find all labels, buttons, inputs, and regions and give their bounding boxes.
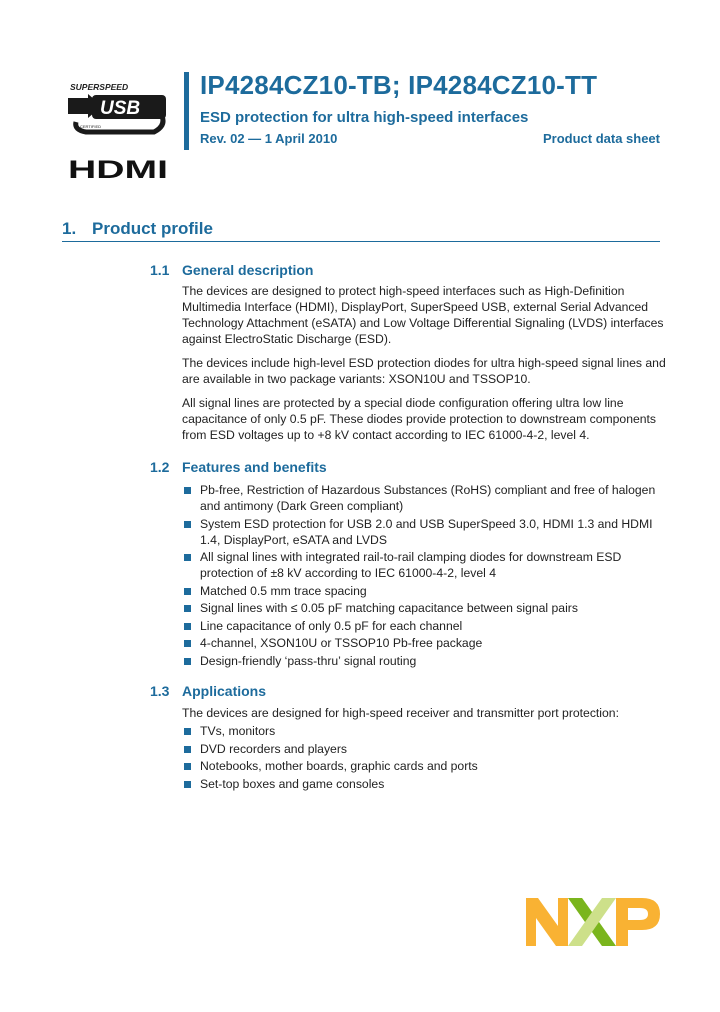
section-number: 1. (62, 219, 77, 238)
bullet-square-icon (184, 554, 191, 561)
list-item: Matched 0.5 mm trace spacing (182, 583, 672, 599)
subsection-title: General description (182, 262, 314, 278)
subsection-title: Applications (182, 683, 267, 699)
bullet-square-icon (184, 728, 191, 735)
list-item: Signal lines with ≤ 0.05 pF matching capacitance between signal pairs (182, 600, 672, 616)
document-title: IP4284CZ10-TB; IP4284CZ10-TT (200, 70, 598, 100)
paragraph: All signal lines are protected by a special diode configuration offering ultra low line capacitance of only 0.5 pF. These diodes provide protection to downstream components from ESD voltages up to +8 kV contact according to IEC 61000-4-2, level 4. (182, 396, 657, 442)
document-revision: Rev. 02 — 1 April 2010 (200, 131, 338, 146)
bullet-square-icon (184, 746, 191, 753)
list-item: Notebooks, mother boards, graphic cards and ports (182, 758, 672, 774)
list-item: Pb-free, Restriction of Hazardous Substances (RoHS) compliant and free of halogen and antimony (Dark Green compliant) (182, 482, 672, 514)
subsection-heading-applications (150, 683, 266, 699)
subsection-title: Features and benefits (182, 459, 327, 475)
bullet-square-icon (184, 763, 191, 770)
subsection-number: 1.3 (150, 683, 170, 699)
list-item: 4-channel, XSON10U or TSSOP10 Pb-free package (182, 635, 672, 651)
usb-logo-small-text: CERTIFIED (80, 124, 102, 129)
bullet-square-icon (184, 605, 191, 612)
list-item: Set-top boxes and game consoles (182, 776, 672, 792)
list-item: All signal lines with integrated rail-to-rail clamping diodes for downstream ESD protection of ±8 kV according to IEC 61000-4-2, level 4 (182, 549, 672, 581)
subsection-heading-general-description (150, 262, 313, 278)
usb-logo-top-text: SUPERSPEED (70, 82, 129, 92)
section-heading (62, 219, 213, 239)
section-divider (62, 241, 660, 242)
bullet-square-icon (184, 487, 191, 494)
bullet-square-icon (184, 588, 191, 595)
hdmi-logo (68, 158, 170, 180)
list-item: System ESD protection for USB 2.0 and USB SuperSpeed 3.0, HDMI 1.3 and HDMI 1.4, DisplayPort, eSATA and LVDS (182, 516, 672, 548)
document-subtitle: ESD protection for ultra high-speed interfaces (200, 109, 529, 126)
bullet-square-icon (184, 658, 191, 665)
hdmi-logo-text: HDMI (68, 158, 168, 180)
list-item: DVD recorders and players (182, 741, 672, 757)
list-item: TVs, monitors (182, 723, 672, 739)
subsection-heading-features (150, 459, 327, 475)
applications-list (182, 723, 672, 793)
header-accent-bar (184, 72, 189, 150)
document-type: Product data sheet (542, 131, 660, 146)
subsection-number: 1.2 (150, 459, 170, 475)
paragraph: The devices include high-level ESD protection diodes for ultra high-speed signal lines and are available in two package variants: XSON10U and TSSOP10. (182, 356, 666, 386)
subsection-number: 1.1 (150, 262, 170, 278)
nxp-logo (524, 896, 662, 948)
bullet-square-icon (184, 521, 191, 528)
paragraph: The devices are designed to protect high-speed interfaces such as High-Definition Multimedia Interface (HDMI), DisplayPort, SuperSpeed USB, external Serial Advanced Technology Attachment (eSATA) and Low Voltage Differential Signaling (LVDS) interfaces against ElectroStatic Discharge (ESD). (182, 284, 664, 346)
paragraph: The devices are designed for high-speed receiver and transmitter port protection: (182, 706, 619, 720)
section-title: Product profile (92, 219, 213, 238)
usb-logo-main-text: USB (100, 98, 141, 119)
bullet-square-icon (184, 781, 191, 788)
bullet-square-icon (184, 640, 191, 647)
features-list (182, 482, 672, 670)
list-item: Line capacitance of only 0.5 pF for each channel (182, 618, 672, 634)
usb-superspeed-logo (66, 80, 172, 138)
bullet-square-icon (184, 623, 191, 630)
list-item: Design-friendly ‘pass-thru’ signal routing (182, 653, 672, 669)
